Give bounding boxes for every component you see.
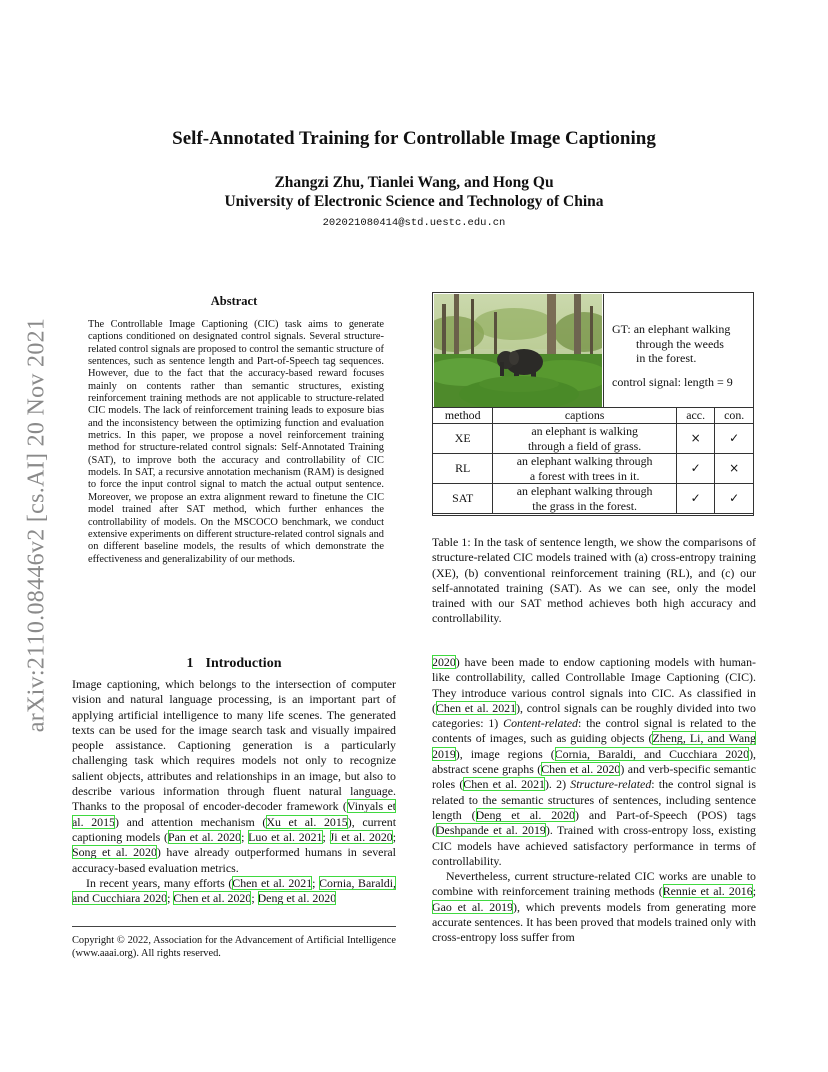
citation-link[interactable]: Song et al. 2020 <box>72 845 157 860</box>
affiliation: University of Electronic Science and Technology of China <box>224 193 604 210</box>
table-header-row <box>433 408 754 424</box>
table-1-figure <box>432 292 754 516</box>
controllability-cell: ✓ <box>715 424 754 454</box>
col-controllability: con. <box>715 408 754 424</box>
caption-cell: an elephant is walking through a field of grass. <box>493 424 676 454</box>
citation-link[interactable]: Rennie et al. 2016 <box>662 884 753 899</box>
citation-link[interactable]: Chen et al. 2020 <box>173 891 252 906</box>
citation-link[interactable]: Deshpande et al. 2019 <box>435 823 546 838</box>
citation-link[interactable]: Chen et al. 2021 <box>232 875 313 890</box>
table-row <box>433 424 754 454</box>
table-row <box>433 484 754 514</box>
intro-left-column <box>72 677 396 906</box>
method-cell: SAT <box>433 484 493 514</box>
control-signal-label: control signal: length = 9 <box>612 375 733 389</box>
accuracy-cell: × <box>676 424 715 454</box>
elephant-forest-photo <box>434 294 602 407</box>
citation-link[interactable]: Zheng, Li, and Wang 2019 <box>432 731 757 761</box>
table-1-caption: Table 1: In the task of sentence length, we show the comparisons of structure-related CIC models trained with (a) cross-entropy training (XE), (b) conventional reinforcement training (RL), and (c) our self-annotated training (SAT). As we can see, only the model trained with our SAT method achieves both high accuracy and controllability. <box>432 535 756 626</box>
abstract-text: The Controllable Image Captioning (CIC) task aims to generate captions conditioned on designated control signals. Several structure-related control signals are proposed to control the semantic structure of sentences, such as sentence length and Part-of-Speech tag sequences. However, due to the fact that the accuracy-based reward focuses mainly on contents rather than semantic structures, existing reinforcement training methods are not applicable to structure-related CIC models. The lack of reinforcement training leads to exposure bias and the inconsistency between the optimizing function and evaluation metrics. In this paper, we propose a novel reinforcement training method for structure-related control signals: Self-Annotated Training (SAT), to improve both the accuracy and controllability of CIC models. In SAT, a recursive annotation mechanism (RAM) is designed to force the input control signal to match the actual output sentence. Moreover, we propose an extra alignment reward to finetune the CIC model trained after SAT method, which further enhances the controllability of models. On the MSCOCO benchmark, we conduct extensive experiments on different structure-related control signals and on different baseline models, the results of which demonstrate the effectiveness and generalizability of our methods. <box>88 319 384 565</box>
citation-link[interactable]: Vinyals et al. 2015 <box>72 799 396 829</box>
citation-link[interactable]: Pan et al. 2020 <box>168 829 242 844</box>
ground-truth-caption: GT: an elephant walking through the weeds in the forest. <box>612 322 731 365</box>
copyright-notice: Copyright © 2022, Association for the Advancement of Artificial Intelligence (www.aaai.org). All rights reserved. <box>72 926 396 960</box>
paper-title: Self-Annotated Training for Controllable Image Captioning <box>172 128 656 149</box>
intro-right-column <box>432 655 756 946</box>
table-row <box>433 454 754 484</box>
citation-link[interactable]: Chen et al. 2021 <box>435 700 517 715</box>
citation-link[interactable]: Deng et al. 2020 <box>257 891 337 906</box>
citation-link[interactable]: Cornia, Baraldi, and Cucchiara 2020 <box>554 746 750 761</box>
intro-paragraph-2-start: In recent years, many efforts (Chen et al. 2021; Cornia, Baraldi, and Cucchiara 2020; Chen et al. 2020; Deng et al. 2020 <box>72 875 396 906</box>
method-cell: RL <box>433 454 493 484</box>
ground-truth-panel <box>603 294 754 407</box>
intro-paragraph-2-cont: 2020) have been made to endow captioning models with human-like controllability, called Controllable Image Captioning (CIC). They introduce various control signals into CIC. As classified in (Chen et al. 2021), control signals can be roughly divided into two categories: 1) Content-related: the control signal is related to the contents of images, such as guiding objects (Zheng, Li, and Wang 2019), image regions (Cornia, Baraldi, and Cucchiara 2020), abstract scene graphs (Chen et al. 2020) and verb-specific semantic roles (Chen et al. 2021). 2) Structure-related: the control signal is related to the semantic structures of sentences, including sentence length (Deng et al. 2020) and Part-of-Speech (POS) tags (Deshpande et al. 2019). Trained with cross-entropy loss, existing CIC models have achieved satisfactory performance in terms of controllability. <box>432 655 757 868</box>
intro-paragraph-3: Nevertheless, current structure-related CIC works are unable to combine with reinforcement training methods (Rennie et al. 2016; Gao et al. 2019), which prevents models from generating more accurate sentences. It has been proved that models trained only with cross-entropy loss suffer from <box>432 869 757 945</box>
col-accuracy: acc. <box>676 408 715 424</box>
abstract-heading: Abstract <box>210 294 258 308</box>
caption-cell: an elephant walking through a forest with trees in it. <box>493 454 676 484</box>
intro-paragraph-1: Image captioning, which belongs to the intersection of computer vision and natural language processing, is an important part of applying artificial intelligence to many life scenes. The generated texts can be used for the image search task and visually impaired people assistance. Captioning generation is a particularly challenging task which requires models not only to recognize salient objects, attributes and relationships in an image, but also to describe various information through fluent natural language. Thanks to the proposal of encoder-decoder framework (Vinyals et al. 2015) and attention mechanism (Xu et al. 2015), current captioning models (Pan et al. 2020; Luo et al. 2021; Ji et al. 2020; Song et al. 2020) have already outperformed humans in several accuracy-based evaluation metrics. <box>72 677 397 875</box>
author-list: Zhangzi Zhu, Tianlei Wang, and Hong Qu <box>274 174 554 191</box>
col-captions: captions <box>493 408 676 424</box>
controllability-cell: × <box>715 454 754 484</box>
accuracy-cell: ✓ <box>676 484 715 514</box>
arxiv-side-stamp: arXiv:2110.08446v2 [cs.AI] 20 Nov 2021 <box>23 317 50 733</box>
citation-link[interactable]: Cornia, Baraldi, and Cucchiara 2020 <box>72 875 396 906</box>
citation-link[interactable]: Luo et al. 2021 <box>248 829 323 844</box>
caption-cell: an elephant walking through the grass in the forest. <box>493 484 676 514</box>
method-cell: XE <box>433 424 493 454</box>
citation-link[interactable]: Chen et al. 2021 <box>463 777 545 792</box>
accuracy-cell: ✓ <box>676 454 715 484</box>
citation-link[interactable]: Xu et al. 2015 <box>266 814 348 829</box>
citation-link[interactable]: Deng et al. 2020 <box>475 807 576 822</box>
section-heading-introduction: 1 Introduction <box>186 656 282 671</box>
citation-link[interactable]: 2020 <box>432 655 456 669</box>
results-table <box>432 407 754 514</box>
citation-link[interactable]: Ji et al. 2020 <box>329 829 393 844</box>
citation-link[interactable]: Chen et al. 2020 <box>541 762 621 777</box>
col-method: method <box>433 408 493 424</box>
author-email[interactable]: 202021080414@std.uestc.edu.cn <box>322 217 506 229</box>
controllability-cell: ✓ <box>715 484 754 514</box>
citation-link[interactable]: Gao et al. 2019 <box>432 899 514 914</box>
